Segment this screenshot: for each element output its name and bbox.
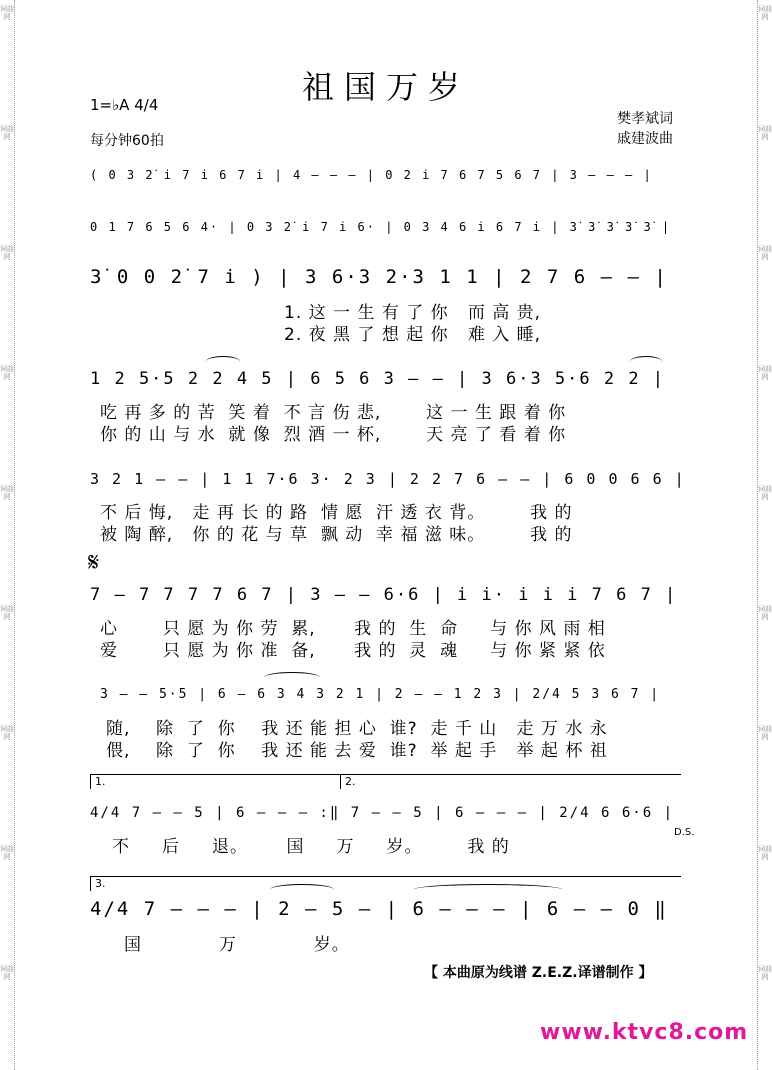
composer-credit: 戚建波曲 xyxy=(617,131,673,147)
notation: ( 0 3 2̇ i 7 i 6 7 i | 4 – – – | 0 2 i 7 6 7 5 6 7 | 3 – – – | xyxy=(90,168,653,182)
score-row xyxy=(90,212,686,242)
watermark-label: 词曲网 xyxy=(758,5,772,21)
watermark-label: 词曲网 xyxy=(0,365,14,381)
watermark-label: 词曲网 xyxy=(758,965,772,981)
notation: 4/4 7 – – – | 2 – 5 – | 6 – – – | 6 – – 0 ‖ xyxy=(90,898,668,920)
dal-segno-marking: D.S. xyxy=(674,827,695,838)
watermark-label: 词曲网 xyxy=(758,485,772,501)
notation: 4/4 7 – – 5 | 6 – – – :‖ 7 – – 5 | 6 – – – | 2/4 6 6·6 | xyxy=(90,805,675,821)
watermark-left xyxy=(0,0,15,1070)
slur xyxy=(264,672,320,683)
score-row xyxy=(90,894,686,924)
score-row xyxy=(90,464,686,494)
lyric-line: 被 陶 醉, 你 的 花 与 草 飘 动 幸 福 滋 味。 我 的 xyxy=(100,525,573,545)
notation: 3̇ 0 0 2̇ 7 i ) | 3 6·3 2·3 1 1 | 2 7 6 – – | xyxy=(90,266,668,288)
watermark-label: 词曲网 xyxy=(0,965,14,981)
lyric-line: 不 后 退。 国 万 岁。 我 的 xyxy=(112,837,510,857)
slur xyxy=(206,356,240,367)
score-row xyxy=(90,364,686,394)
watermark-label: 词曲网 xyxy=(758,365,772,381)
score-row xyxy=(90,160,686,190)
watermark-label: 词曲网 xyxy=(758,125,772,141)
volta-bracket-2: 2. xyxy=(340,774,681,789)
lyric-line: 不 后 悔, 走 再 长 的 路 情 愿 汗 透 衣 背。 我 的 xyxy=(100,503,573,523)
lyric-line: 国 万 岁。 xyxy=(124,935,350,955)
segno-sign: 𝄋 xyxy=(88,548,100,578)
lyric-line: 心 只 愿 为 你 劳 累, 我 的 生 命 与 你 风 雨 相 xyxy=(100,619,606,639)
watermark-label: 词曲网 xyxy=(758,845,772,861)
lyric-line: 吃 再 多 的 苦 笑 着 不 言 伤 悲, 这 一 生 跟 着 你 xyxy=(100,403,567,423)
lyric-line: 偎, 除 了 你 我 还 能 去 爱 谁? 举 起 手 举 起 杯 祖 xyxy=(106,741,608,761)
song-title: 祖国万岁 xyxy=(301,68,470,106)
key-signature: 1=♭A 4/4 xyxy=(90,96,159,114)
notation: 3 2 1 – – | 1 1 7·6 3· 2 3 | 2 2 7 6 – – | 6 0 0 6 6 | xyxy=(90,470,686,488)
watermark-label: 词曲网 xyxy=(0,125,14,141)
notation: 7 – 7 7 7 7 6 7 | 3 – – 6·6 | i i· i i i 7 6 7 | xyxy=(90,585,678,605)
notation: 3 – – 5·5 | 6 – 6 3 4 3 2 1 | 2 – – 1 2 3 | 2/4 5 3 6 7 | xyxy=(100,687,661,702)
score-row xyxy=(90,580,686,610)
score-row xyxy=(90,262,686,292)
watermark-label: 词曲网 xyxy=(0,5,14,21)
watermark-label: 词曲网 xyxy=(0,725,14,741)
lyric-line: 你 的 山 与 水 就 像 烈 酒 一 杯, 天 亮 了 看 着 你 xyxy=(100,425,567,445)
watermark-label: 词曲网 xyxy=(758,725,772,741)
lyric-line: 1. 这 一 生 有 了 你 而 高 贵, xyxy=(284,303,542,323)
slur xyxy=(630,356,662,367)
lyric-line: 2. 夜 黑 了 想 起 你 难 入 睡, xyxy=(284,325,542,345)
score-row xyxy=(90,680,686,710)
watermark-label: 词曲网 xyxy=(0,845,14,861)
score-row xyxy=(90,798,686,828)
watermark-right xyxy=(757,0,772,1070)
lyric-line: 随, 除 了 你 我 还 能 担 心 谁? 走 千 山 走 万 水 永 xyxy=(106,719,608,739)
watermark-label: 词曲网 xyxy=(758,245,772,261)
notation: 1 2 5·5 2 2 4 5 | 6 5 6 3 – – | 3 6·3 5·6 2 2 | xyxy=(90,369,666,389)
footer-note: 【 本曲原为线谱 Z.E.Z.译谱制作 】 xyxy=(424,965,653,981)
website-logo: www.ktvc8.com xyxy=(540,1020,749,1045)
watermark-label: 词曲网 xyxy=(758,605,772,621)
notation: 0 1 7 6 5 6 4· | 0 3 2̇ i 7 i 6· | 0 3 4 6 i 6 7 i | 3̇ 3̇ 3̇ 3̇ 3̇ | xyxy=(90,220,672,234)
volta-bracket-3: 3. xyxy=(90,876,681,891)
lyricist-credit: 樊孝斌词 xyxy=(617,111,673,127)
watermark-label: 词曲网 xyxy=(0,245,14,261)
volta-bracket-1: 1. xyxy=(90,774,365,789)
lyric-line: 爱 只 愿 为 你 准 备, 我 的 灵 魂 与 你 紧 紧 依 xyxy=(100,641,606,661)
watermark-label: 词曲网 xyxy=(0,605,14,621)
tempo-marking: 每分钟60拍 xyxy=(90,133,164,149)
watermark-label: 词曲网 xyxy=(0,485,14,501)
